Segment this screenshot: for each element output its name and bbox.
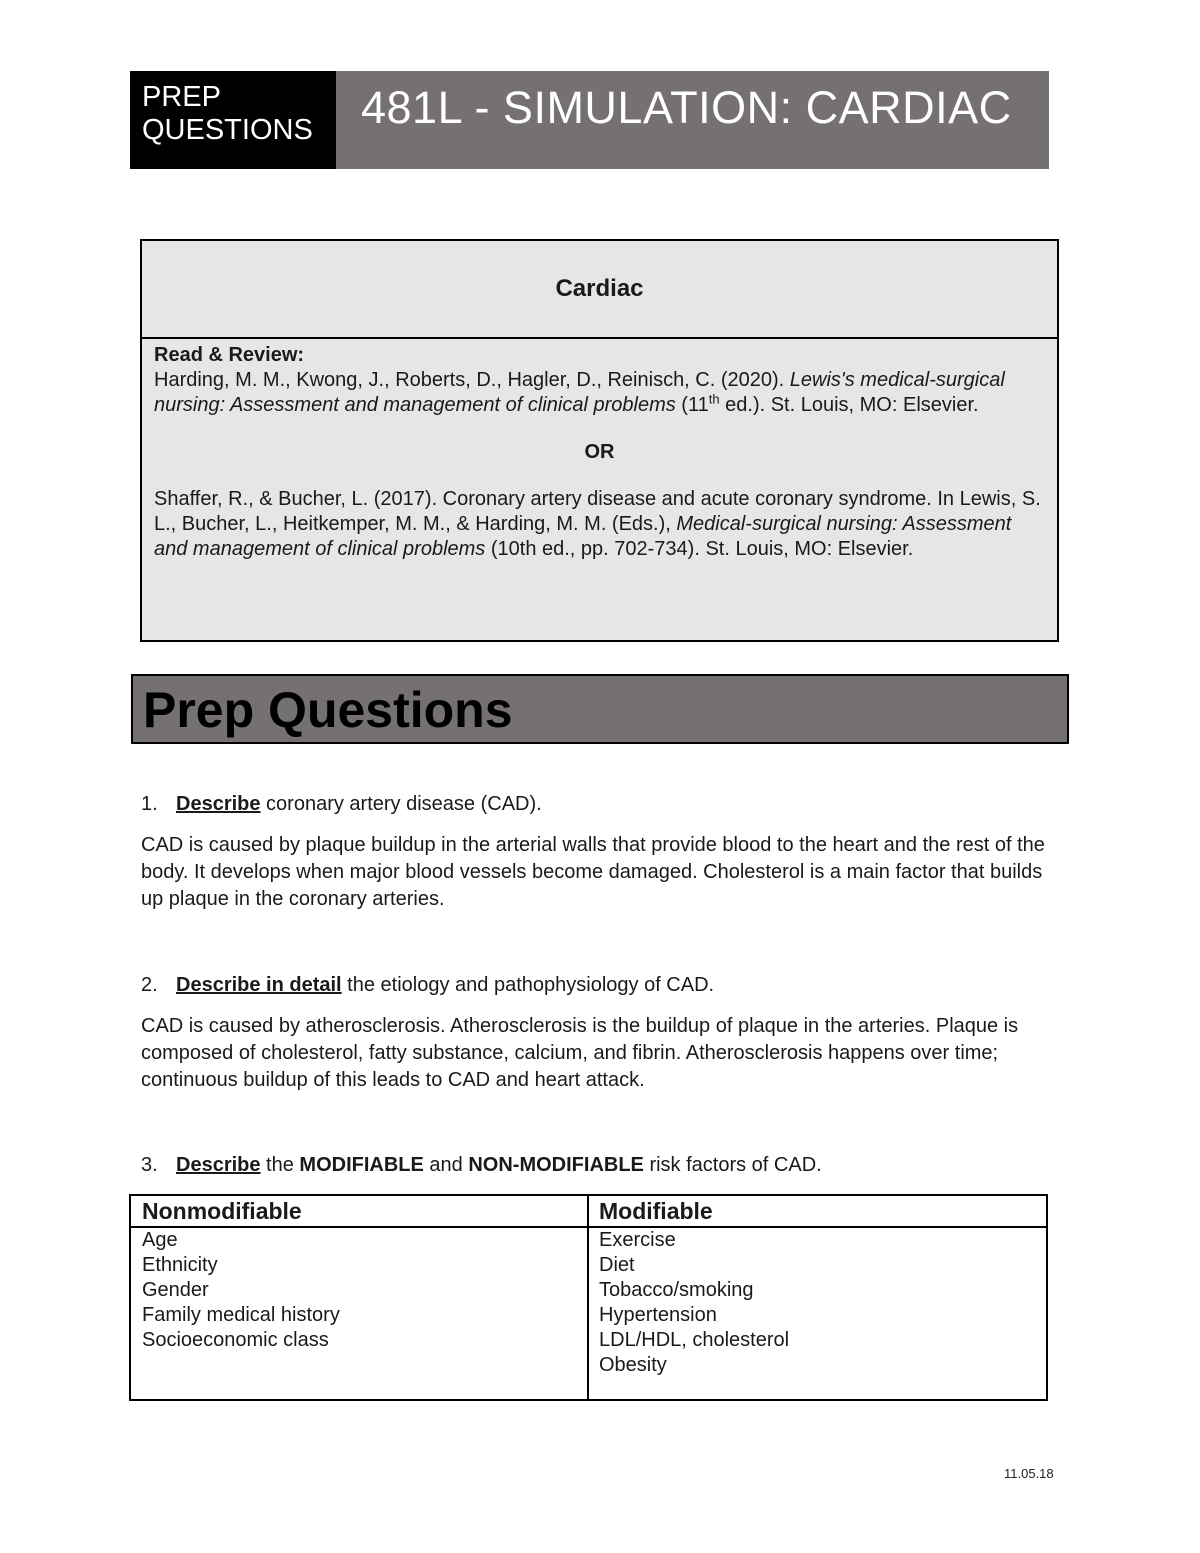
list-item: Socioeconomic class	[142, 1329, 329, 1351]
question-3-text-a: the	[260, 1154, 300, 1176]
header-nonmodifiable: Nonmodifiable	[131, 1196, 589, 1226]
question-1-text: coronary artery disease (CAD).	[260, 793, 542, 815]
question-1-number: 1.	[141, 793, 158, 815]
table-body-row	[131, 1228, 1046, 1399]
risk-factors-table	[129, 1194, 1048, 1401]
header-badge-line1: PREP	[142, 81, 221, 113]
question-1	[141, 791, 542, 817]
modifiable-list	[589, 1228, 1046, 1399]
answer-2: CAD is caused by atherosclerosis. Atherosclerosis is the buildup of plaque in the arteries. Plaque is composed of cholesterol, fatty substance, calcium, and fibrin. Atherosclerosis happens over time; continuous buildup of this leads to CAD and heart attack.	[141, 1015, 1019, 1091]
question-1-verb: Describe	[176, 793, 261, 815]
list-item: Family medical history	[142, 1304, 340, 1326]
reading-box-title: Cardiac	[142, 241, 1057, 339]
question-3-text-c: risk factors of CAD.	[643, 1154, 822, 1176]
question-3-modifiable: MODIFIABLE	[299, 1154, 424, 1176]
question-3-verb: Describe	[176, 1154, 261, 1176]
reference-1-edition-sup: th	[708, 391, 720, 407]
reference-1-title: Lewis's medical-surgical nursing: Assessment and management of clinical problems	[154, 369, 1005, 416]
question-3-number: 3.	[141, 1154, 158, 1176]
list-item: Age	[142, 1229, 178, 1251]
list-item: Tobacco/smoking	[599, 1279, 754, 1301]
section-title: Prep Questions	[131, 674, 1069, 744]
list-item: Hypertension	[599, 1304, 717, 1326]
question-2-text: the etiology and pathophysiology of CAD.	[341, 974, 715, 996]
footer-date: 11.05.18	[1004, 1466, 1054, 1481]
question-2	[141, 972, 714, 998]
list-item: Exercise	[599, 1229, 676, 1251]
read-review-label: Read & Review:	[154, 344, 305, 366]
reference-1-publisher: ed.). St. Louis, MO: Elsevier.	[719, 394, 979, 416]
question-2-verb: Describe in detail	[176, 974, 342, 996]
reference-1-edition: (11	[675, 394, 709, 416]
reading-box	[140, 239, 1059, 642]
reference-2-publisher: (10th ed., pp. 702-734). St. Louis, MO: Elsevier.	[485, 538, 914, 560]
header-badge-line2: QUESTIONS	[142, 114, 313, 146]
document-title: 481L - SIMULATION: CARDIAC	[336, 71, 1049, 169]
question-2-number: 2.	[141, 974, 158, 996]
table-header-row	[131, 1196, 1046, 1228]
reference-2	[154, 487, 1045, 562]
or-separator: OR	[584, 441, 615, 463]
nonmodifiable-list	[131, 1228, 589, 1399]
reference-1-authors: Harding, M. M., Kwong, J., Roberts, D., Hagler, D., Reinisch, C. (2020).	[154, 369, 790, 391]
list-item: Gender	[142, 1279, 209, 1301]
reference-2-title: Medical-surgical nursing: Assessment and management of clinical problems	[154, 513, 1012, 560]
question-3-text-b: and	[423, 1154, 469, 1176]
reference-2-authors: Shaffer, R., & Bucher, L. (2017). Coronary artery disease and acute coronary syndrome. In Lewis, S. L., Bucher, L., Heitkemper, M. M., & Harding, M. M. (Eds.),	[154, 488, 1041, 535]
list-item: LDL/HDL, cholesterol	[599, 1329, 790, 1351]
question-3-non-modifiable: NON-MODIFIABLE	[468, 1154, 644, 1176]
header-badge	[130, 71, 336, 169]
reference-1	[154, 368, 1045, 418]
list-item: Diet	[599, 1254, 635, 1276]
header-modifiable: Modifiable	[599, 1198, 713, 1224]
answer-1: CAD is caused by plaque buildup in the arterial walls that provide blood to the heart and the rest of the body. It develops when major blood vessels become damaged. Cholesterol is a main factor that builds up plaque in the coronary arteries.	[141, 834, 1045, 910]
question-3	[141, 1152, 822, 1178]
reading-box-body	[142, 339, 1057, 562]
list-item: Obesity	[599, 1354, 667, 1376]
list-item: Ethnicity	[142, 1254, 218, 1276]
